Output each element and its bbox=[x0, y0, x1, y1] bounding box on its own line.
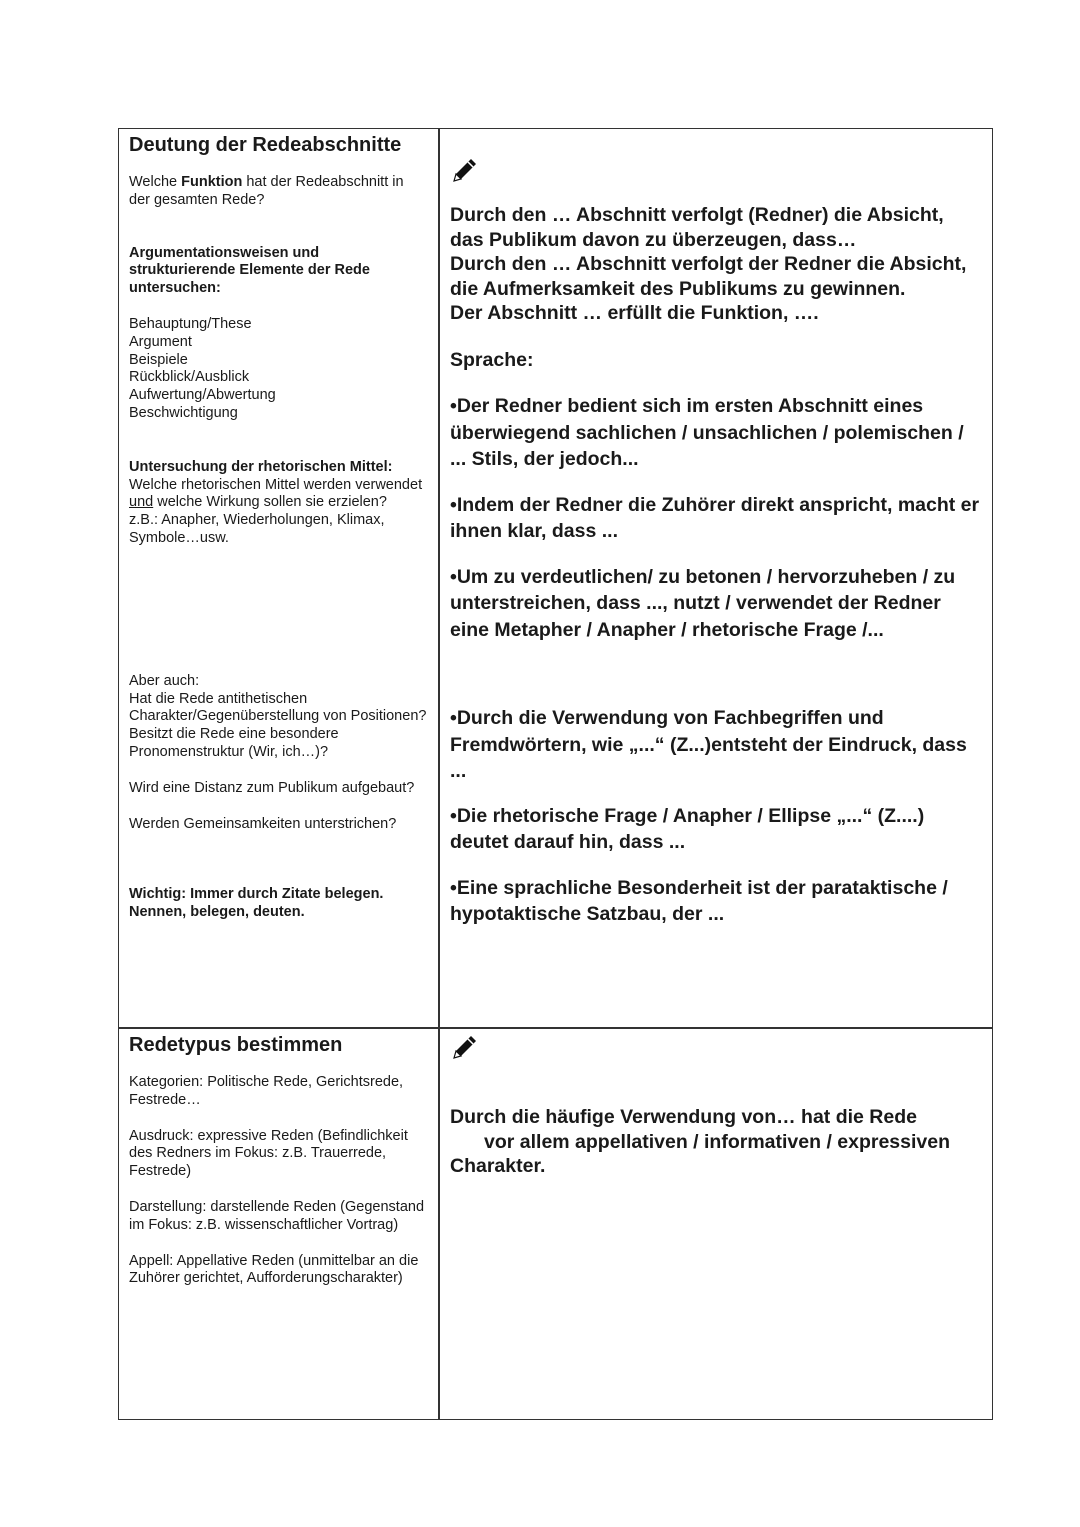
categories-text: Kategorien: Politische Rede, Gerichtsrede, Festrede… bbox=[129, 1074, 404, 1108]
phrase-line: Durch den … Abschnitt verfolgt der Redner die Absicht, bbox=[450, 253, 967, 275]
list-item: Beschwichtigung bbox=[129, 404, 238, 421]
rhetoric-question: Welche rhetorischen Mittel werden verwendet und welche Wirkung sollen sie erzielen? bbox=[129, 476, 423, 511]
list-item: Argument bbox=[129, 333, 192, 350]
also-label: Aber auch: bbox=[129, 672, 200, 689]
pencil-icon bbox=[450, 1032, 480, 1062]
distance-question: Wird eine Distanz zum Publikum aufgebaut? bbox=[129, 779, 415, 796]
type-phrase-line: vor allem appellativen / informativen / expressiven bbox=[484, 1130, 951, 1153]
argumentation-heading: Argumentationsweisen und strukturierende Elemente der Rede untersuchen: bbox=[129, 244, 370, 297]
common-ground-question: Werden Gemeinsamkeiten unterstrichen? bbox=[129, 815, 397, 832]
language-bullet: •Indem der Redner die Zuhörer direkt anspricht, macht er ihnen klar, dass ... bbox=[450, 493, 980, 542]
type-phrase-line: Charakter. bbox=[450, 1155, 546, 1177]
function-question: Welche Funktion hat der Redeabschnitt in der gesamten Rede? bbox=[129, 174, 404, 208]
rhetoric-heading: Untersuchung der rhetorischen Mittel: bbox=[129, 458, 393, 475]
important-note-2: Nennen, belegen, deuten. bbox=[129, 904, 305, 921]
rhetoric-examples: z.B.: Anapher, Wiederholungen, Klimax, Symbole…usw. bbox=[129, 512, 385, 546]
language-label: Sprache: bbox=[450, 348, 534, 371]
expression-text: Ausdruck: expressive Reden (Befindlichkeit des Redners im Fokus: z.B. Trauerrede, Festrede) bbox=[129, 1127, 408, 1180]
pencil-icon bbox=[450, 155, 480, 185]
language-bullet: •Die rhetorische Frage / Anapher / Ellipse „...“ (Z....) deutet darauf hin, dass ... bbox=[450, 804, 925, 853]
important-note: Wichtig: Immer durch Zitate belegen. bbox=[129, 886, 384, 903]
section1-heading: Deutung der Redeabschnitte bbox=[129, 134, 402, 156]
phrase-line: das Publikum davon zu überzeugen, dass… bbox=[450, 228, 857, 251]
phrase-line: Der Abschnitt … erfüllt die Funktion, …. bbox=[450, 302, 819, 324]
pronoun-question: Besitzt die Rede eine besondere Pronomenstruktur (Wir, ich…)? bbox=[129, 726, 339, 760]
function-phrases bbox=[450, 203, 982, 326]
worksheet-table bbox=[118, 128, 993, 1420]
list-item: Behauptung/These bbox=[129, 315, 252, 332]
list-item: Aufwertung/Abwertung bbox=[129, 387, 276, 404]
language-bullet: •Durch die Verwendung von Fachbegriffen und Fremdwörtern, wie „...“ (Z...)entsteht der Eindruck, dass ... bbox=[450, 707, 967, 782]
antithesis-question: Hat die Rede antithetischen Charakter/Gegenüberstellung von Positionen? bbox=[129, 690, 427, 725]
appeal-text: Appell: Appellative Reden (unmittelbar an die Zuhörer gerichtet, Aufforderungscharakter) bbox=[129, 1252, 419, 1287]
representation-text: Darstellung: darstellende Reden (Gegenstand im Fokus: z.B. wissenschaftlicher Vortrag) bbox=[129, 1198, 425, 1233]
language-bullet: •Eine sprachliche Besonderheit ist der parataktische / hypotaktische Satzbau, der ... bbox=[450, 876, 948, 925]
argument-items-list bbox=[129, 316, 428, 423]
section2-phrases-cell bbox=[440, 1029, 992, 1419]
list-item: Beispiele bbox=[129, 351, 188, 368]
section1-phrases-cell bbox=[440, 129, 992, 1027]
section2-heading: Redetypus bestimmen bbox=[129, 1034, 343, 1056]
list-item: Rückblick/Ausblick bbox=[129, 369, 250, 386]
language-bullet: •Um zu verdeutlichen/ zu betonen / hervorzuheben / zu unterstreichen, dass ..., nutzt / verwendet der Redner eine Metapher / Anapher / rhetorische Frage /... bbox=[450, 565, 956, 641]
type-phrase-line: Durch die häufige Verwendung von… hat die Rede bbox=[450, 1106, 917, 1128]
section1-instructions-cell bbox=[119, 129, 438, 1027]
section2-instructions-cell bbox=[119, 1029, 438, 1419]
phrase-line: Durch den … Abschnitt verfolgt (Redner) die Absicht, bbox=[450, 204, 944, 226]
phrase-line: die Aufmerksamkeit des Publikums zu gewinnen. bbox=[450, 277, 906, 300]
language-bullet: •Der Redner bedient sich im ersten Abschnitt eines überwiegend sachlichen / unsachlichen / polemischen / ... Stils, der jedoch... bbox=[450, 395, 964, 470]
